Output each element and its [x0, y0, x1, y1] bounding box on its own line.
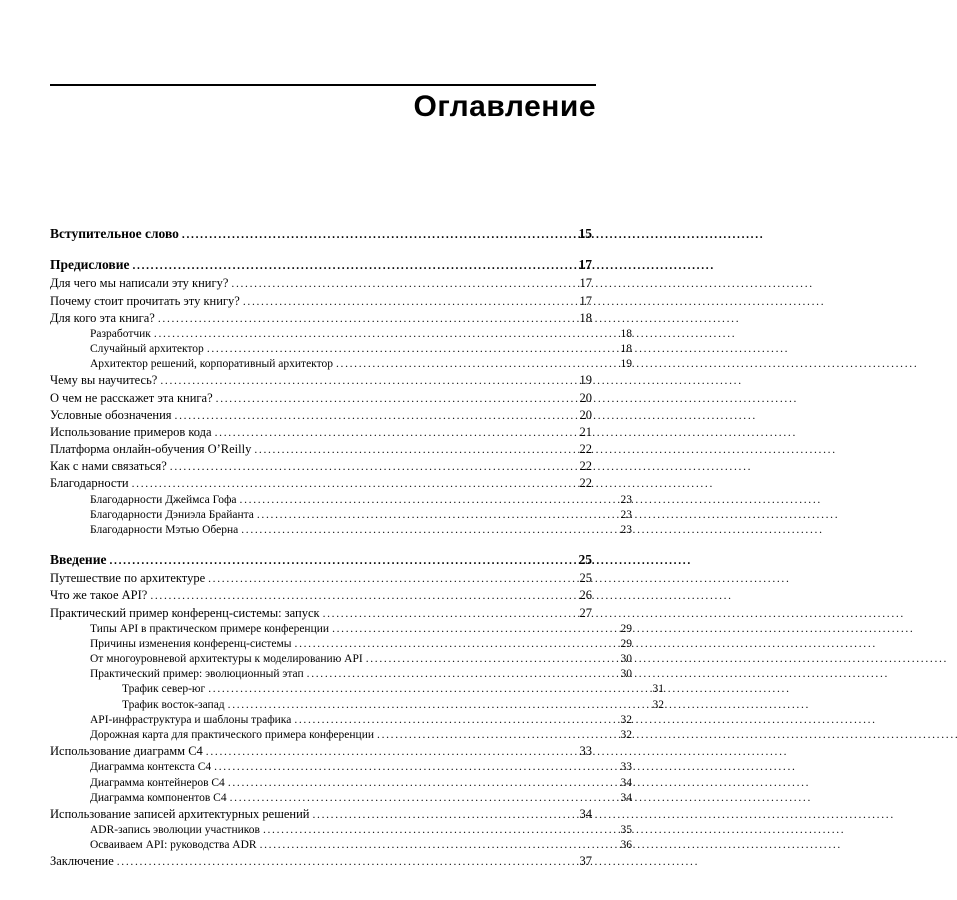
toc-entry[interactable]	[50, 587, 592, 604]
toc-leader-dots	[182, 225, 573, 243]
toc-entry[interactable]	[50, 256, 592, 274]
toc-entry-page-number: 22	[579, 442, 592, 457]
toc-leader-dots	[214, 760, 613, 775]
toc-entry-label: Благодарности Мэтью Оберна	[90, 523, 239, 536]
toc-leader-dots	[132, 475, 573, 492]
toc-entry[interactable]	[50, 622, 632, 637]
toc-leader-dots	[332, 622, 613, 637]
toc-entry[interactable]	[50, 225, 592, 243]
toc-leader-dots	[312, 806, 573, 823]
toc-entry[interactable]	[50, 853, 592, 870]
toc-leader-dots	[175, 407, 573, 424]
toc-entry-label: Диаграмма компонентов C4	[90, 791, 227, 804]
toc-entry-label: Архитектор решений, корпоративный архитектор	[90, 358, 333, 371]
toc-entry[interactable]	[50, 508, 632, 523]
toc-entry-page-number: 34	[579, 806, 592, 821]
toc-leader-dots	[254, 441, 573, 458]
toc-entry-label: Для чего мы написали эту книгу?	[50, 276, 229, 291]
toc-entry-page-number: 31	[652, 683, 664, 696]
toc-leader-dots	[377, 728, 613, 743]
toc-entry-label: Благодарности Джеймса Гофа	[90, 493, 237, 506]
toc-entry-label: От многоуровневой архитектуры к моделированию API	[90, 653, 363, 666]
toc-leader-dots	[241, 523, 613, 538]
toc-leader-dots	[154, 327, 613, 342]
toc-entry-page-number: 29	[620, 622, 632, 635]
toc-entry-label: Введение	[50, 552, 107, 568]
toc-entry-page-number: 34	[620, 776, 632, 789]
table-of-contents	[50, 212, 664, 871]
toc-entry-page-number: 32	[652, 698, 664, 711]
toc-entry-label: Почему стоит прочитать эту книгу?	[50, 293, 240, 308]
toc-entry-label: Случайный архитектор	[90, 343, 204, 356]
toc-entry[interactable]	[50, 652, 632, 667]
toc-entry-page-number: 19	[579, 373, 592, 388]
toc-entry-page-number: 33	[620, 761, 632, 774]
toc-entry[interactable]	[50, 667, 632, 682]
toc-entry-page-number: 35	[620, 824, 632, 837]
toc-leader-dots	[336, 357, 613, 372]
toc-entry-label: Практический пример конференц-системы: запуск	[50, 605, 320, 620]
toc-entry-label: Чему вы научитесь?	[50, 373, 158, 388]
toc-entry-page-number: 37	[579, 854, 592, 869]
toc-entry[interactable]	[50, 458, 592, 475]
toc-entry-page-number: 19	[620, 358, 632, 371]
toc-entry[interactable]	[50, 293, 592, 310]
toc-leader-dots	[206, 743, 573, 760]
toc-entry-label: Диаграмма контекста C4	[90, 761, 212, 774]
toc-entry-page-number: 23	[620, 493, 632, 506]
toc-entry[interactable]	[50, 637, 632, 652]
toc-leader-dots	[228, 698, 645, 713]
toc-entry-page-number: 36	[620, 839, 632, 852]
toc-entry-page-number: 21	[579, 424, 592, 439]
toc-leader-dots	[260, 838, 613, 853]
toc-leader-dots	[295, 637, 613, 652]
toc-entry[interactable]	[50, 390, 592, 407]
toc-entry-label: Использование диаграмм C4	[50, 744, 203, 759]
toc-leader-dots	[231, 275, 573, 292]
toc-entry-label: Путешествие по архитектуре	[50, 571, 206, 586]
toc-leader-dots	[243, 293, 573, 310]
toc-entry-label: ADR-запись эволюции участников	[90, 824, 260, 837]
toc-leader-dots	[158, 310, 573, 327]
toc-entry-label: Платформа онлайн-обучения O’Reilly	[50, 442, 252, 457]
toc-entry[interactable]	[50, 357, 632, 372]
toc-entry-label: Что же такое API?	[50, 588, 148, 603]
toc-leader-dots	[170, 458, 573, 475]
toc-leader-dots	[215, 424, 573, 441]
toc-entry-page-number: 32	[620, 713, 632, 726]
toc-entry-label: Благодарности	[50, 476, 129, 491]
toc-entry[interactable]	[50, 682, 664, 697]
toc-entry-page-number: 23	[620, 523, 632, 536]
toc-entry-page-number: 18	[620, 343, 632, 356]
toc-entry-page-number: 29	[620, 637, 632, 650]
toc-entry[interactable]	[50, 698, 664, 713]
toc-entry-page-number: 33	[579, 744, 592, 759]
toc-entry-label: Трафик восток-запад	[122, 698, 225, 711]
title-divider	[50, 84, 596, 86]
page-title: Оглавление	[413, 90, 596, 123]
toc-entry[interactable]	[50, 605, 592, 622]
toc-leader-dots	[307, 667, 613, 682]
toc-entry-page-number: 30	[620, 668, 632, 681]
toc-leader-dots	[240, 493, 613, 508]
toc-entry[interactable]	[50, 823, 632, 838]
toc-entry-page-number: 20	[579, 390, 592, 405]
toc-entry[interactable]	[50, 760, 632, 775]
toc-entry[interactable]	[50, 713, 632, 728]
toc-entry-label: API-инфраструктура и шаблоны трафика	[90, 713, 292, 726]
toc-entry[interactable]	[50, 372, 592, 389]
toc-entry-label: Диаграмма контейнеров C4	[90, 776, 225, 789]
toc-entry-page-number: 23	[620, 508, 632, 521]
toc-entry-label: Осваиваем API: руководства ADR	[90, 839, 257, 852]
toc-leader-dots	[257, 508, 613, 523]
toc-entry-page-number: 22	[579, 459, 592, 474]
toc-entry-page-number: 22	[579, 476, 592, 491]
toc-entry-page-number: 15	[578, 226, 592, 241]
toc-entry-label: Использование записей архитектурных решений	[50, 806, 310, 821]
toc-entry[interactable]	[50, 424, 592, 441]
toc-entry-label: Заключение	[50, 854, 114, 869]
toc-entry-label: Использование примеров кода	[50, 424, 212, 439]
toc-leader-dots	[160, 372, 573, 389]
toc-entry-label: Благодарности Дэниэла Брайанта	[90, 508, 254, 521]
toc-entry-page-number: 17	[578, 257, 592, 273]
toc-entry-page-number: 25	[579, 571, 592, 586]
toc-entry[interactable]	[50, 407, 592, 424]
toc-entry[interactable]	[50, 441, 592, 458]
toc-entry[interactable]	[50, 570, 592, 587]
toc-entry[interactable]	[50, 551, 592, 569]
toc-leader-dots	[132, 256, 573, 274]
toc-entry-page-number: 27	[579, 605, 592, 620]
toc-leader-dots	[366, 652, 613, 667]
toc-entry-label: Причины изменения конференц-системы	[90, 637, 292, 650]
toc-entry-label: Типы API в практическом примере конференции	[90, 622, 330, 635]
toc-entry-label: Трафик север-юг	[122, 683, 206, 696]
toc-leader-dots	[109, 551, 573, 569]
toc-entry[interactable]	[50, 327, 632, 342]
toc-leader-dots	[263, 823, 613, 838]
toc-leader-dots	[216, 390, 573, 407]
toc-entry-page-number: 20	[579, 407, 592, 422]
toc-entry-label: Дорожная карта для практического примера конференции	[90, 728, 375, 741]
toc-leader-dots	[207, 342, 613, 357]
toc-entry[interactable]	[50, 806, 592, 823]
toc-leader-dots	[208, 682, 645, 697]
toc-leader-dots	[150, 587, 573, 604]
toc-entry-label: Предисловие	[50, 257, 130, 273]
toc-entry-label: Практический пример: эволюционный этап	[90, 668, 304, 681]
toc-entry-page-number: 30	[620, 653, 632, 666]
toc-entry-page-number: 18	[579, 310, 592, 325]
toc-leader-dots	[208, 570, 573, 587]
toc-entry[interactable]	[50, 776, 632, 791]
toc-entry[interactable]	[50, 838, 632, 853]
toc-entry[interactable]	[50, 275, 592, 292]
toc-entry[interactable]	[50, 728, 632, 743]
toc-entry[interactable]	[50, 475, 592, 492]
toc-entry-page-number: 17	[579, 293, 592, 308]
toc-leader-dots	[228, 776, 613, 791]
toc-entry-page-number: 17	[579, 276, 592, 291]
toc-entry[interactable]	[50, 310, 592, 327]
toc-entry-page-number: 26	[579, 588, 592, 603]
toc-entry-page-number: 34	[620, 791, 632, 804]
toc-entry-label: Как с нами связаться?	[50, 459, 167, 474]
toc-entry-page-number: 25	[578, 552, 592, 568]
toc-entry[interactable]	[50, 342, 632, 357]
toc-entry-label: Для кого эта книга?	[50, 310, 155, 325]
toc-entry[interactable]	[50, 523, 632, 538]
toc-leader-dots	[323, 605, 573, 622]
toc-leader-dots	[117, 853, 573, 870]
toc-entry[interactable]	[50, 743, 592, 760]
toc-entry-page-number: 18	[620, 327, 632, 340]
toc-entry-label: О чем не расскажет эта книга?	[50, 390, 213, 405]
toc-entry-label: Вступительное слово	[50, 226, 179, 241]
toc-entry-page-number: 32	[620, 728, 632, 741]
toc-entry-label: Разработчик	[90, 327, 151, 340]
toc-entry[interactable]	[50, 791, 632, 806]
toc-entry[interactable]	[50, 493, 632, 508]
toc-entry-label: Условные обозначения	[50, 407, 172, 422]
toc-leader-dots	[294, 713, 613, 728]
toc-leader-dots	[230, 791, 613, 806]
